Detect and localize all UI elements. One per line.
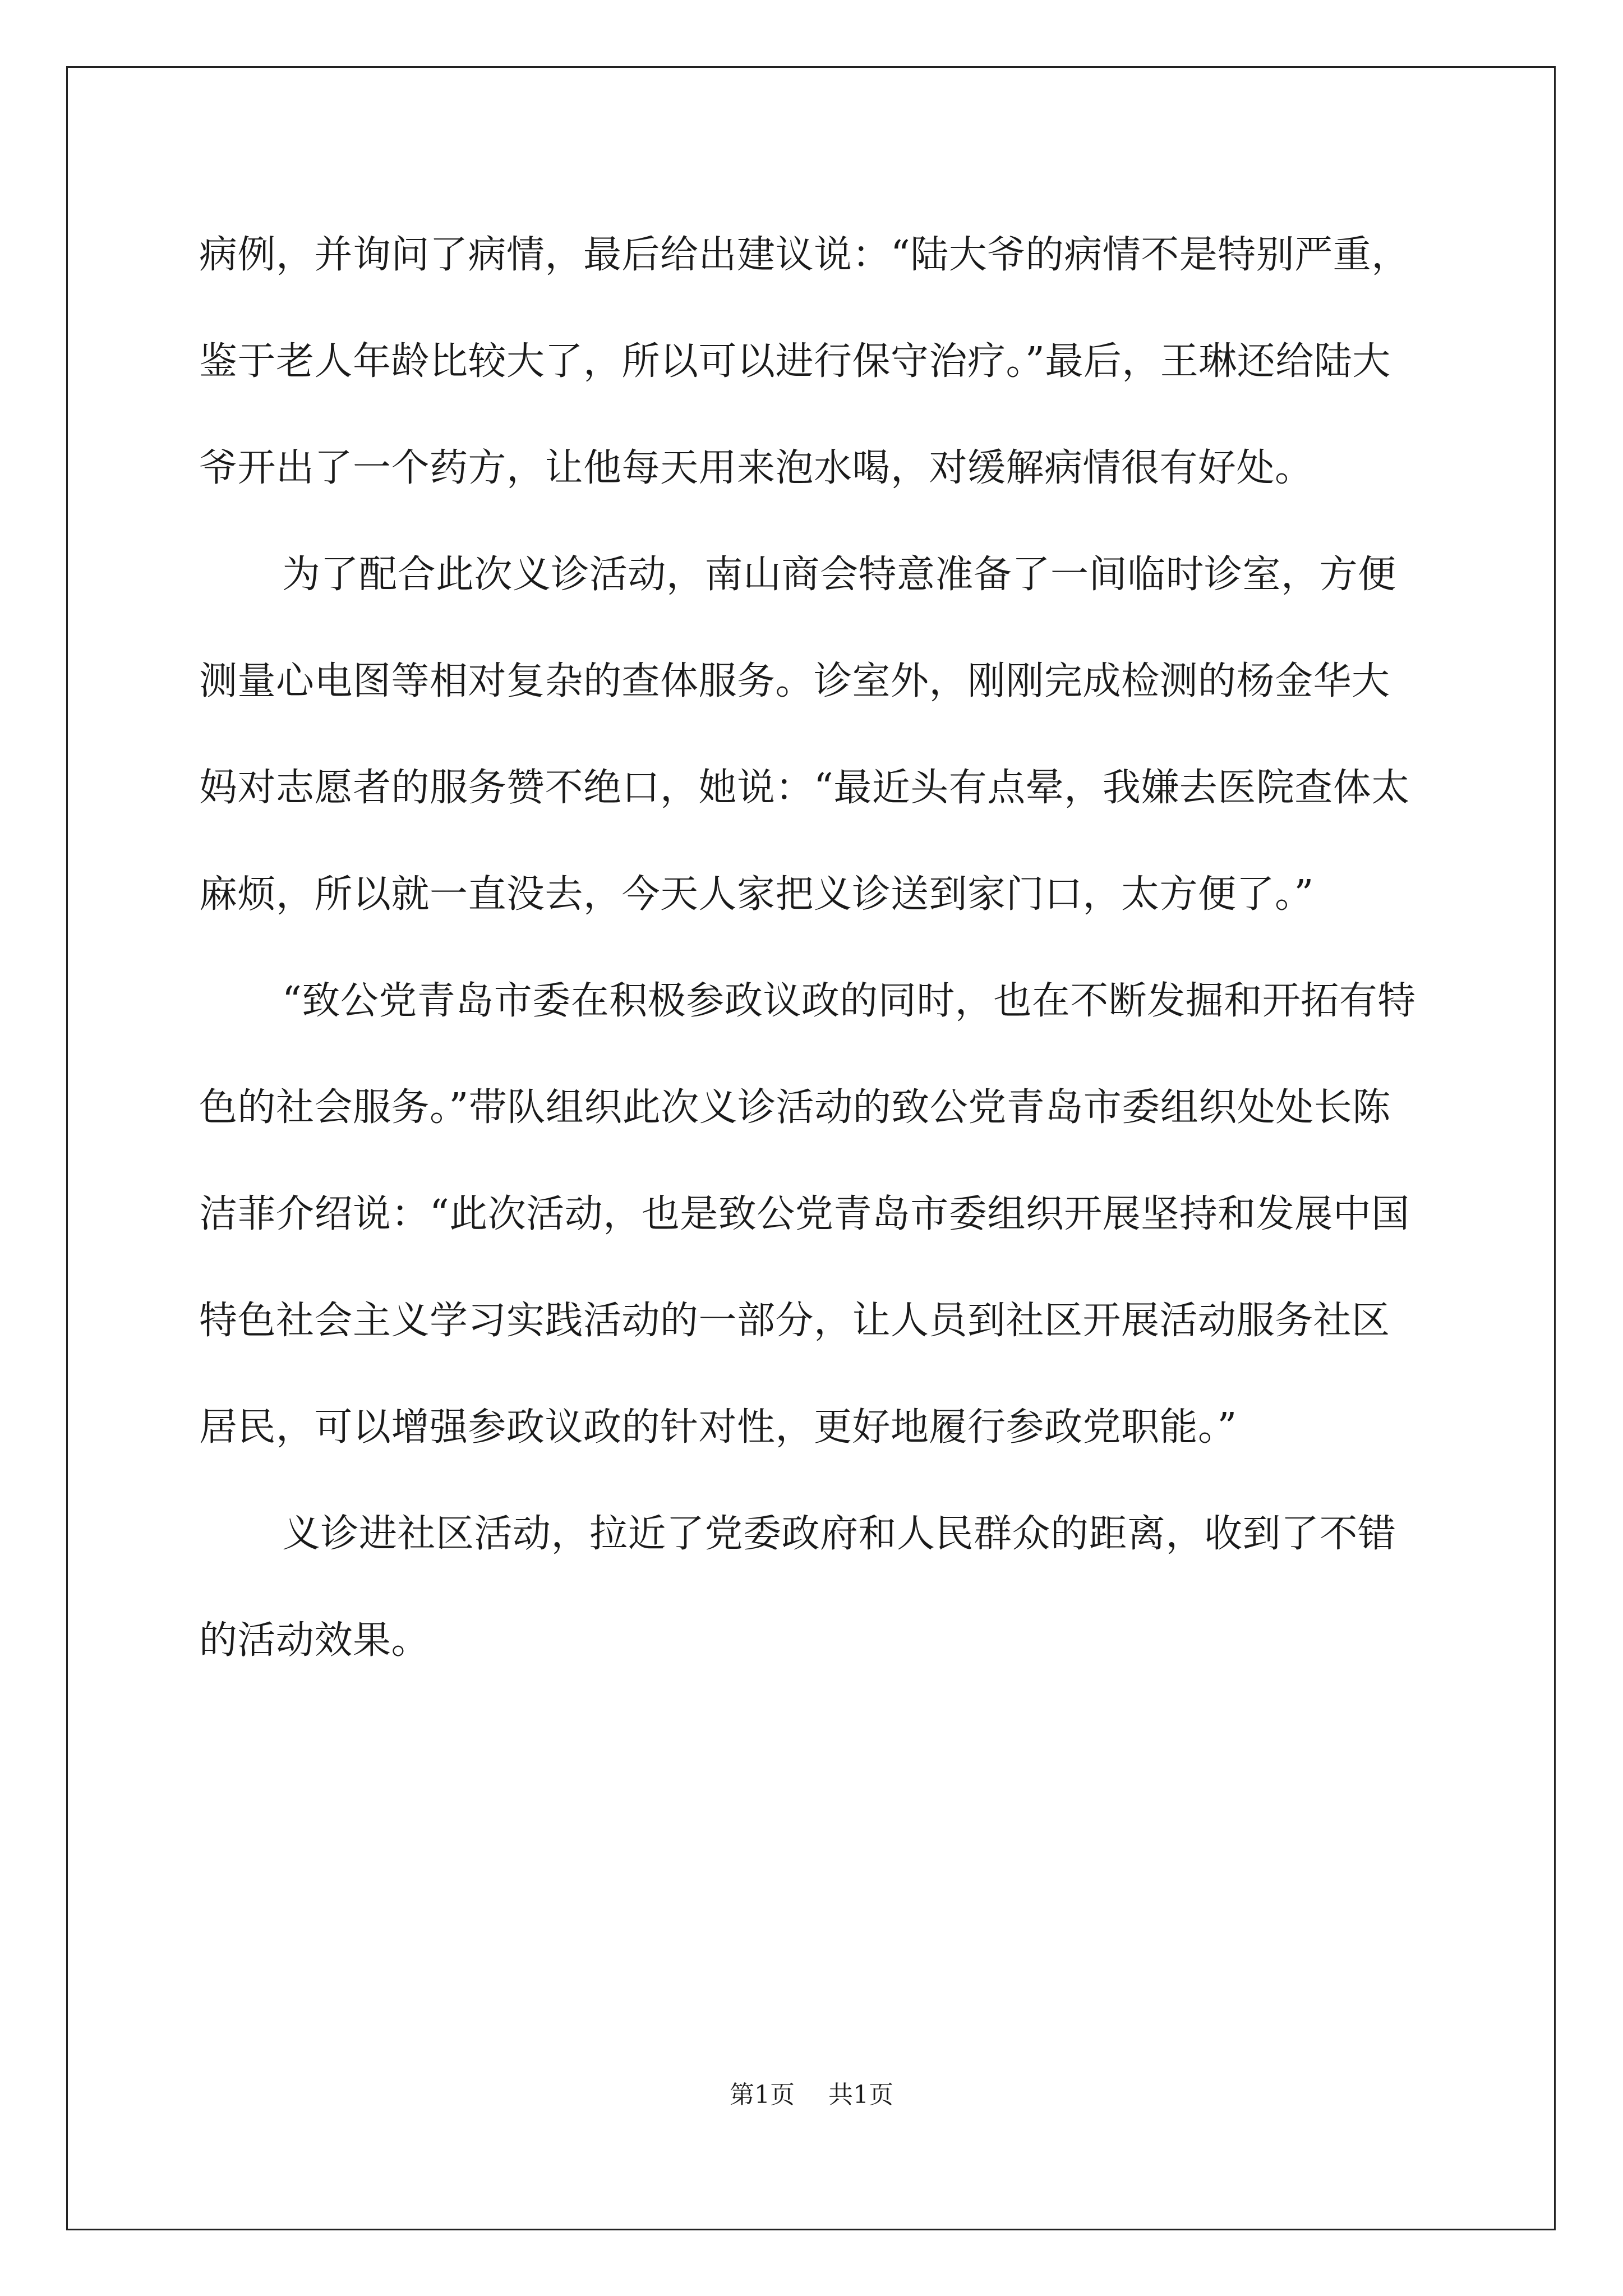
page-total: 共1页 [828,2081,893,2109]
page-footer [0,2078,1623,2112]
paragraph-2: 为了配合此次义诊活动，南山商会特意准备了一间临时诊室，方便测量心电图等相对复杂的查体服务。诊室外，刚刚完成检测的杨金华大妈对志愿者的服务赞不绝口，她说：“最近头有点晕，我嫌去医院查体太麻烦，所以就一直没去，今天人家把义诊送到家门口，太方便了。” [199,553,1410,917]
document-body [199,202,1425,1694]
page-number: 第1页 [730,2081,795,2109]
paragraph-3: “致公党青岛市委在积极参政议政的同时，也在不断发掘和开拓有特色的社会服务。”带队组织此次义诊活动的致公党青岛市委组织处处长陈洁菲介绍说：“此次活动，也是致公党青岛市委组织开展坚持和发展中国特色社会主义学习实践活动的一部分，让人员到社区开展活动服务社区居民，可以增强参政议政的针对性，更好地履行参政党职能。” [199,979,1416,1450]
paragraph-4: 义诊进社区活动，拉近了党委政府和人民群众的距离，收到了不错的活动效果。 [199,1512,1396,1663]
paragraph-1: 病例，并询问了病情，最后给出建议说：“陆大爷的病情不是特别严重，鉴于老人年龄比较大了，所以可以进行保守治疗。”最后，王琳还给陆大爷开出了一个药方，让他每天用来泡水喝，对缓解病情很有好处。 [199,233,1410,490]
